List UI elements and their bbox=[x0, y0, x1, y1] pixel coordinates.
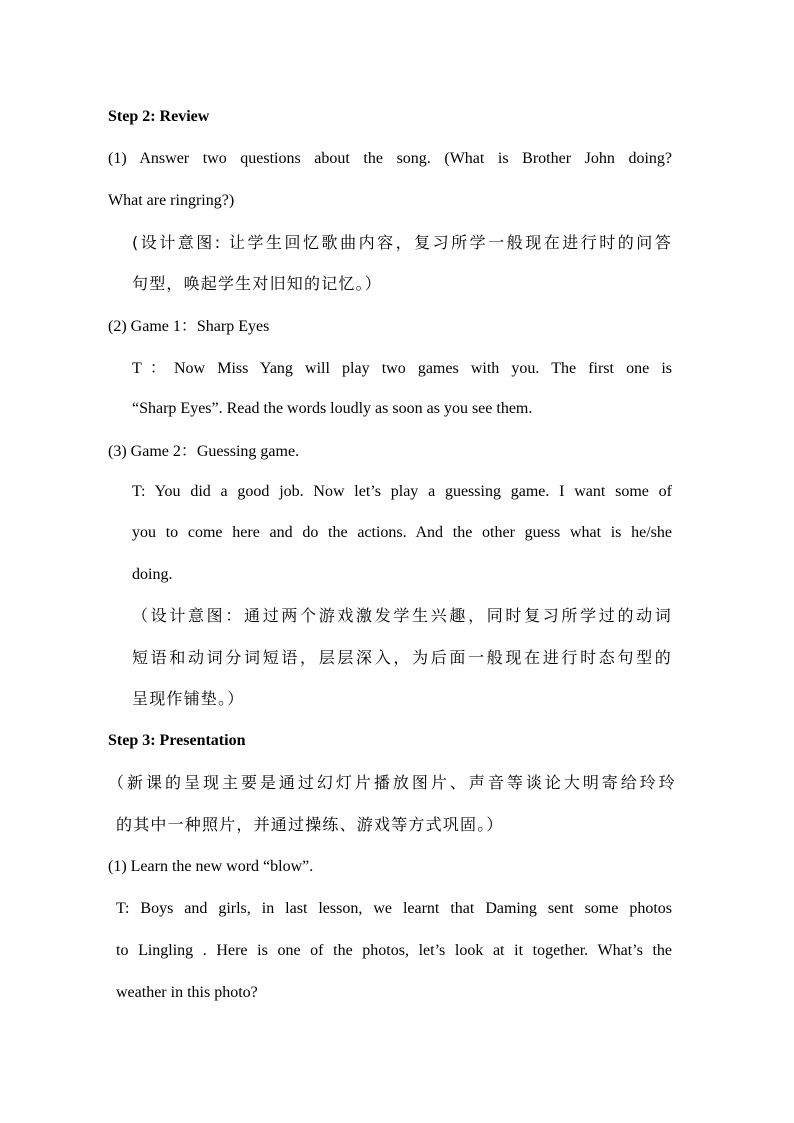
step3-intro-line1: （新课的呈现主要是通过幻灯片播放图片、声音等谈论大明寄给玲玲 bbox=[108, 773, 676, 792]
step2-item3-line2: you to come here and do the actions. And the other guess what is he/she bbox=[132, 524, 672, 541]
step3-item1-line1: T: Boys and girls, in last lesson, we learnt that Daming sent some photos bbox=[116, 900, 672, 917]
step2-item2-line2: “Sharp Eyes”. Read the words loudly as soon as you see them. bbox=[132, 400, 533, 417]
step2-item3-line1: T: You did a good job. Now let’s play a guessing game. I want some of bbox=[132, 483, 672, 500]
step3-heading: Step 3: Presentation bbox=[108, 732, 246, 749]
step3-intro-line2: 的其中一种照片，并通过操练、游戏等方式巩固。） bbox=[116, 815, 504, 834]
step2-item1-line2: What are ringring?) bbox=[108, 192, 235, 209]
design-intent-2-line2: 短语和动词分词短语，层层深入，为后面一般现在进行时态句型的 bbox=[132, 648, 672, 667]
step2-heading: Step 2: Review bbox=[108, 108, 210, 125]
design-intent-1-line2: 句型，唤起学生对旧知的记忆。） bbox=[132, 274, 383, 293]
step3-item1-title: (1) Learn the new word “blow”. bbox=[108, 858, 314, 875]
step2-item2-title: (2) Game 1：Sharp Eyes bbox=[108, 318, 270, 335]
design-intent-2-line3: 呈现作铺垫。） bbox=[132, 689, 245, 708]
step3-item1-line2: to Lingling . Here is one of the photos, let’s look at it together. What’s the bbox=[116, 942, 672, 959]
design-intent-1-line1: (设计意图: 让学生回忆歌曲内容，复习所学一般现在进行时的问答 bbox=[132, 233, 672, 252]
step2-item1-line1: (1) Answer two questions about the song. (What is Brother John doing? bbox=[108, 150, 672, 167]
step2-item3-title: (3) Game 2：Guessing game. bbox=[108, 443, 300, 460]
step2-item3-line3: doing. bbox=[132, 566, 173, 583]
step2-item2-line1: T：Now Miss Yang will play two games with you. The first one is bbox=[132, 360, 672, 377]
design-intent-2-line1: （设计意图：通过两个游戏激发学生兴趣，同时复习所学过的动词 bbox=[132, 606, 672, 625]
step3-item1-line3: weather in this photo? bbox=[116, 984, 258, 1001]
